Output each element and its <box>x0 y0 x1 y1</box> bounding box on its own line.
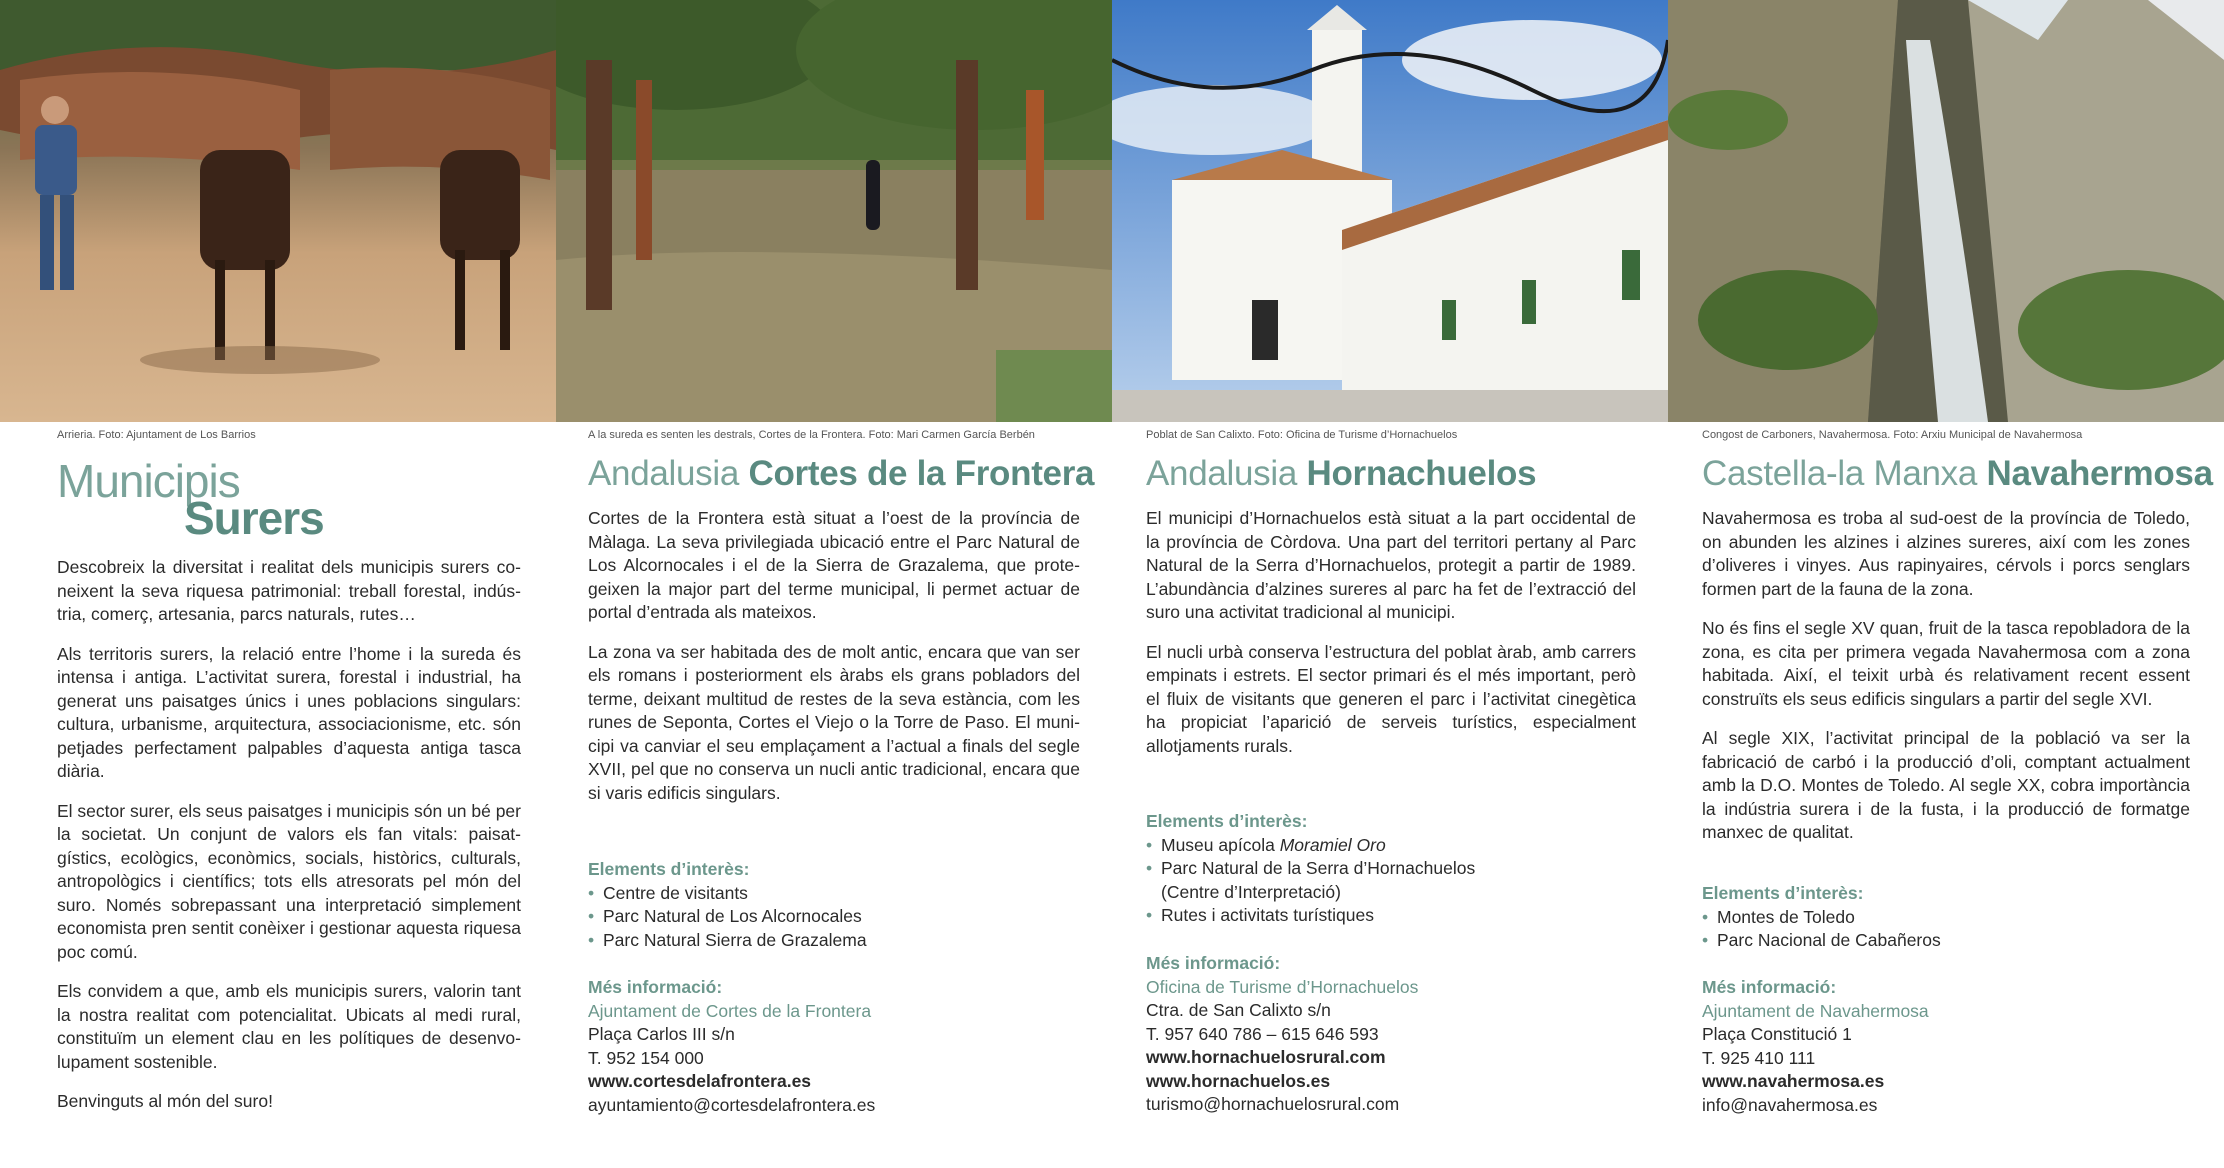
region-name: Andalusia <box>1146 454 1298 493</box>
region-name: Castella-la Manxa <box>1702 454 1978 493</box>
photo-caption: Congost de Carboners, Navahermosa. Foto: Arxiu Municipal de Navahermosa <box>1702 429 2083 441</box>
region-name: Andalusia <box>588 454 740 493</box>
info-heading: Més informació: <box>1702 977 1837 997</box>
page-title-light: Municipis <box>57 455 240 507</box>
photo-cork-forest <box>556 0 1112 422</box>
town-body <box>1146 507 1636 774</box>
info-organization: Oficina de Turisme d’Hornachuelos <box>1146 976 1419 997</box>
info-block <box>588 976 1080 1117</box>
town-name: Hornachuelos <box>1306 454 1537 493</box>
paragraph: El nucli urbà conserva l’estructura del poblat àrab, amb carrers empinats i estrets. El sector primari és el més important, però el fluix de visitants que generen el parc i l’activitat cinegètica ha propiciat l’aparició de serveis turístics, especialment allotjaments rurals. <box>1146 641 1636 756</box>
town-name: Cortes de la Frontera <box>748 454 1095 493</box>
list-item: • Parc Natural de la Serra d’Hornachuelos <box>1146 857 1636 881</box>
info-email[interactable]: ayuntamiento@cortesdelafrontera.es <box>588 1094 876 1115</box>
paragraph: No és fins el segle XV quan, fruit de la tasca repobladora de la zona, es cita per primera vegada Navahermosa com a zona habitada. Així, el teixit urbà és relativament recent essent construïts els seus edificis singulars a partir del segle XVI. <box>1702 618 2190 709</box>
info-website[interactable]: www.hornachuelos.es <box>1146 1070 1331 1091</box>
info-phone: T. 925 410 111 <box>1702 1047 1816 1068</box>
photo-mules-cork <box>0 0 556 422</box>
paragraph: Benvinguts al món del suro! <box>57 1091 273 1111</box>
intro-body <box>57 556 521 1130</box>
info-website[interactable]: www.navahermosa.es <box>1702 1071 1885 1091</box>
section-title <box>1702 454 2213 494</box>
photo-caption: Arrieria. Foto: Ajuntament de Los Barrios <box>57 429 256 441</box>
photo-caption: A la sureda es senten les destrals, Cortes de la Frontera. Foto: Mari Carmen García Berbén <box>588 429 1035 441</box>
interest-heading: Elements d’interès: <box>588 859 750 879</box>
column-hornachuelos <box>1112 0 1668 1168</box>
column-navahermosa <box>1668 0 2224 1168</box>
section-title <box>1146 454 1536 494</box>
interest-italic: Moramiel Oro <box>1279 834 1386 855</box>
info-address: Ctra. de San Calixto s/n <box>1146 1000 1331 1020</box>
photo-waterfall <box>1668 0 2224 422</box>
paragraph: Navahermosa es troba al sud-oest de la província de Toledo, on abunden les alzines i alzines sureres, així com les zones d’oliveres i vinyes. Aus rapinyaires, cérvols i porcs senglars formen part de la fauna de la zona. <box>1702 508 2190 599</box>
photo-san-calixto <box>1112 0 1668 422</box>
info-organization: Ajuntament de Navahermosa <box>1702 1000 1929 1021</box>
interest-block <box>588 858 1080 952</box>
paragraph: El sector surer, els seus paisatges i municipis són un bé per la societat. Un conjunt de valors els fan vitals: paisat-gístics, ecològics, econòmics, socials, històrics, culturals, antropològics i científics; tots ells atresorats pel món del suro. Només sobrepassant una interpretació simplement economista pren sentit conèixer i gestionar aquesta riquesa poc comú. <box>57 800 521 962</box>
info-address: Plaça Carlos III s/n <box>588 1024 735 1044</box>
list-item: • Parc Nacional de Cabañeros <box>1702 929 2190 953</box>
info-email[interactable]: turismo@hornachuelosrural.com <box>1146 1094 1400 1114</box>
info-organization: Ajuntament de Cortes de la Frontera <box>588 1000 872 1021</box>
list-item: • Centre de visitants <box>588 882 1080 906</box>
paragraph: Els convidem a que, amb els municipis surers, valorin tant la nostra realitat com potencialitat. Ubicats al medi rural, constituïm un element clau en les polítiques de desenvo-lupament sostenible. <box>57 981 521 1072</box>
interest-list <box>1146 834 1636 928</box>
list-item: • Montes de Toledo <box>1702 906 2190 930</box>
interest-list <box>588 882 1080 953</box>
info-phone: T. 952 154 000 <box>588 1047 704 1068</box>
interest-heading: Elements d’interès: <box>1146 811 1308 831</box>
info-email[interactable]: info@navahermosa.es <box>1702 1094 1878 1115</box>
town-body <box>1702 507 2190 861</box>
paragraph: Als territoris surers, la relació entre l’home i la sureda és intensa i antiga. L’activitat surera, forestal i industrial, ha generat uns paisatges únics i unes poblacions singulars: cultura, urbanisme, arquitectura, associacionisme, etc. són petjades perfectament palpables d’aquesta antiga tasca diària. <box>57 643 521 781</box>
interest-block <box>1702 882 2190 953</box>
list-item-continuation: (Centre d’Interpretació) <box>1161 881 1341 902</box>
page-title-bold: Surers <box>184 492 324 544</box>
section-title <box>588 454 1094 494</box>
interest-block <box>1146 810 1636 928</box>
info-website[interactable]: www.cortesdelafrontera.es <box>588 1071 812 1091</box>
info-heading: Més informació: <box>588 977 723 997</box>
list-item <box>1146 834 1636 858</box>
town-body <box>588 507 1080 821</box>
list-item: • Parc Natural Sierra de Grazalema <box>588 929 1080 953</box>
column-intro <box>0 0 556 1168</box>
paragraph: La zona va ser habitada des de molt antic, encara que van ser els romans i posteriorment els àrabs els grans pobladors del terme, deixant multitud de restes de la seva estància, com les runes de Seponta, Cortes el Viejo o la Torre de Paso. El muni-cipi va canviar el seu emplaçament a l’actual a finals del segle XVII, pel que no conserva un nucli antic tradicional, encara que si varis edificis singulars. <box>588 641 1080 803</box>
column-cortes <box>556 0 1112 1168</box>
town-name: Navahermosa <box>1986 454 2213 493</box>
paragraph: Cortes de la Frontera està situat a l’oest de la província de Màlaga. La seva privilegiada ubicació entre el Parc Natural de Los Alcornocales i el de la Sierra de Grazalema, que prote-geixen la major part del terme municipal, li permet actuar de portal d’entrada als mateixos. <box>588 508 1080 622</box>
interest-prefix: Museu apícola <box>1161 834 1280 855</box>
info-block <box>1146 952 1636 1117</box>
info-block <box>1702 976 2190 1117</box>
paragraph: Descobreix la diversitat i realitat dels municipis surers co-neixent la seva riquesa patrimonial: treball forestal, indús-tria, comerç, artesania, parcs naturals, rutes… <box>57 557 521 624</box>
info-address: Plaça Constitució 1 <box>1702 1024 1852 1044</box>
paragraph: Al segle XIX, l’activitat principal de la població va ser la fabricació de carbó i la producció d’oli, comptant actualment amb la D.O. Montes de Toledo. Al segle XX, cobra importància la indústria surera i de la fusta, i la producció de formatge manxec de qualitat. <box>1702 728 2190 842</box>
paragraph: El municipi d’Hornachuelos està situat a la part occidental de la província de Còrdova. Una part del territori pertany al Parc Natural de la Serra d’Hornachuelos, protegit a partir de 1989. L’abundància d’alzines sureres al parc ha fet de l’extracció del suro una activitat tradicional al municipi. <box>1146 508 1636 622</box>
list-item: • Parc Natural de Los Alcornocales <box>588 905 1080 929</box>
info-phone: T. 957 640 786 – 615 646 593 <box>1146 1023 1379 1044</box>
info-website[interactable]: www.hornachuelosrural.com <box>1146 1047 1386 1067</box>
info-heading: Més informació: <box>1146 953 1281 973</box>
photo-caption: Poblat de San Calixto. Foto: Oficina de Turisme d’Hornachuelos <box>1146 429 1458 441</box>
interest-heading: Elements d’interès: <box>1702 883 1864 903</box>
list-item: • Rutes i activitats turístiques <box>1146 904 1636 928</box>
interest-list <box>1702 906 2190 953</box>
